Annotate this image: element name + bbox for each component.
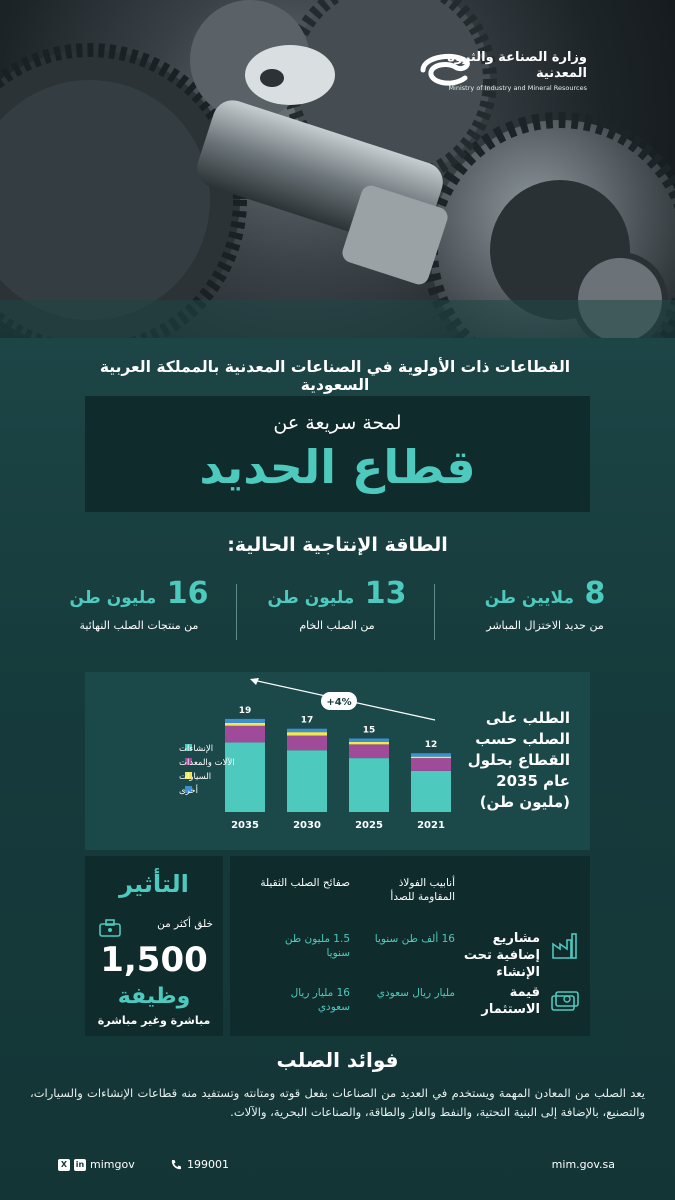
chart-bar-segment [411, 758, 451, 771]
phone-contact [170, 1158, 229, 1171]
chart-x-tick-label: 2030 [293, 820, 321, 831]
phone-number[interactable]: 199001 [187, 1158, 229, 1171]
stat-unit: مليون طن [267, 588, 355, 608]
chart-bar-segment [287, 729, 327, 732]
jobs-word: وظيفة [117, 984, 191, 1009]
chart-total-label: 12 [424, 740, 438, 751]
chart-bar-segment [225, 723, 265, 726]
col-header-stainless-pipes: أنابيب الفولاذ المقاومة للصدأ [390, 877, 455, 903]
chart-bar-segment [287, 732, 327, 735]
chart-x-tick-label: 2025 [355, 820, 383, 831]
stat-label: من الصلب الخام [299, 619, 375, 632]
chart-x-tick-label: 2021 [417, 820, 445, 831]
ministry-logo [417, 48, 657, 108]
impact-panel [85, 856, 223, 1036]
chart-total-label: 17 [300, 715, 314, 726]
row-label-investment: قيمة الاستثمار [481, 985, 540, 1017]
chart-bar-segment [287, 736, 327, 751]
chart-x-tick-label: 2035 [231, 820, 259, 831]
col-header-heavy-plates: صفائح الصلب الثقيلة [260, 877, 350, 889]
title-subtitle: لمحة سريعة عن [273, 412, 402, 434]
website-link[interactable]: mim.gov.sa [551, 1158, 615, 1171]
chart-bar-segment [225, 726, 265, 743]
main-content [0, 338, 675, 1200]
footer [0, 1150, 675, 1180]
chart-bar-segment [225, 742, 265, 812]
chart-bar-segment [287, 750, 327, 812]
factory-icon [550, 932, 580, 960]
x-icon[interactable]: X [58, 1159, 70, 1171]
linkedin-icon[interactable]: in [75, 1159, 85, 1169]
chart-legend-label: الآلات والمعدات [179, 758, 235, 768]
ministry-name-ar: وزارة الصناعة والثروة المعدنية [447, 50, 587, 81]
chart-bar-segment [411, 757, 451, 758]
chart-bar-segment [349, 739, 389, 742]
stat-number: 16 [166, 576, 209, 611]
stat-crude-steel [247, 576, 427, 632]
stat-unit: ملايين طن [484, 588, 574, 608]
hero-gears-image [0, 0, 675, 338]
chart-total-label: 15 [362, 725, 376, 736]
page-title: قطاع الحديد [199, 440, 476, 494]
stat-dri [455, 576, 635, 632]
chart-bar-segment [349, 742, 389, 744]
chart-legend-label: السيارات [179, 772, 212, 782]
stat-divider [236, 584, 237, 640]
value-plates-investment: 16 مليار ريال سعودي [290, 987, 350, 1013]
money-icon [550, 988, 580, 1016]
stat-finished-products [49, 576, 229, 632]
jobs-sub: مباشرة وغير مباشرة [97, 1014, 211, 1027]
title-panel [85, 396, 590, 512]
impact-create-label: خلق أكثر من [157, 918, 213, 930]
chart-bar-segment [225, 719, 265, 723]
ministry-name-en: Ministry of Industry and Mineral Resources [448, 84, 587, 92]
stat-number: 8 [584, 576, 606, 611]
benefits-paragraph: يعد الصلب من المعادن المهمة ويستخدم في العديد من الصناعات بفعل قوته ومتانته وتستفيد منه قطاعات الإنشاءات والسيارات، والتصنيع، بالإضافة إلى البنية التحتية، والنفط والغاز والطاقة، والصناعات البحرية، والآلات. [30, 1086, 645, 1119]
chart-annotation: +4% [326, 697, 352, 708]
demand-chart-panel [85, 672, 590, 850]
chart-bar-segment [349, 758, 389, 812]
chart-bar-segment [411, 771, 451, 812]
stat-number: 13 [364, 576, 407, 611]
capacity-heading: الطاقة الإنتاجية الحالية: [227, 534, 448, 556]
social-handle[interactable]: mimgov [90, 1158, 135, 1171]
row-label-projects: مشاريع إضافية تحت الإنشاء [463, 931, 540, 980]
chart-total-label: 19 [238, 705, 252, 716]
value-pipes-investment: مليار ريال سعودي [376, 987, 455, 999]
value-plates-capacity: 1.5 مليون طن سنويا [284, 933, 350, 959]
phone-icon [170, 1159, 182, 1171]
projects-panel [230, 856, 590, 1036]
stat-unit: مليون طن [69, 588, 157, 608]
chart-bar-segment [349, 744, 389, 758]
social-links [58, 1158, 135, 1171]
stat-label: من حديد الاختزال المباشر [486, 619, 604, 632]
chart-bar-segment [411, 753, 451, 756]
stat-divider [434, 584, 435, 640]
benefits-heading: فوائد الصلب [276, 1048, 399, 1072]
impact-title: التأثير [119, 870, 189, 898]
jobs-number: 1,500 [100, 940, 208, 980]
sector-heading: القطاعات ذات الأولوية في الصناعات المعدنية بالمملكة العربية السعودية [99, 358, 571, 394]
chart-legend-label: الإنشاءات [179, 744, 214, 754]
value-pipes-capacity: 16 ألف طن سنويا [374, 933, 455, 945]
stat-label: من منتجات الصلب النهائية [79, 619, 199, 632]
chart-legend-label: أخرى [179, 786, 198, 796]
chart-title: الطلب على الصلب حسب القطاع بحلول عام 2035 (مليون طن) [467, 709, 570, 811]
